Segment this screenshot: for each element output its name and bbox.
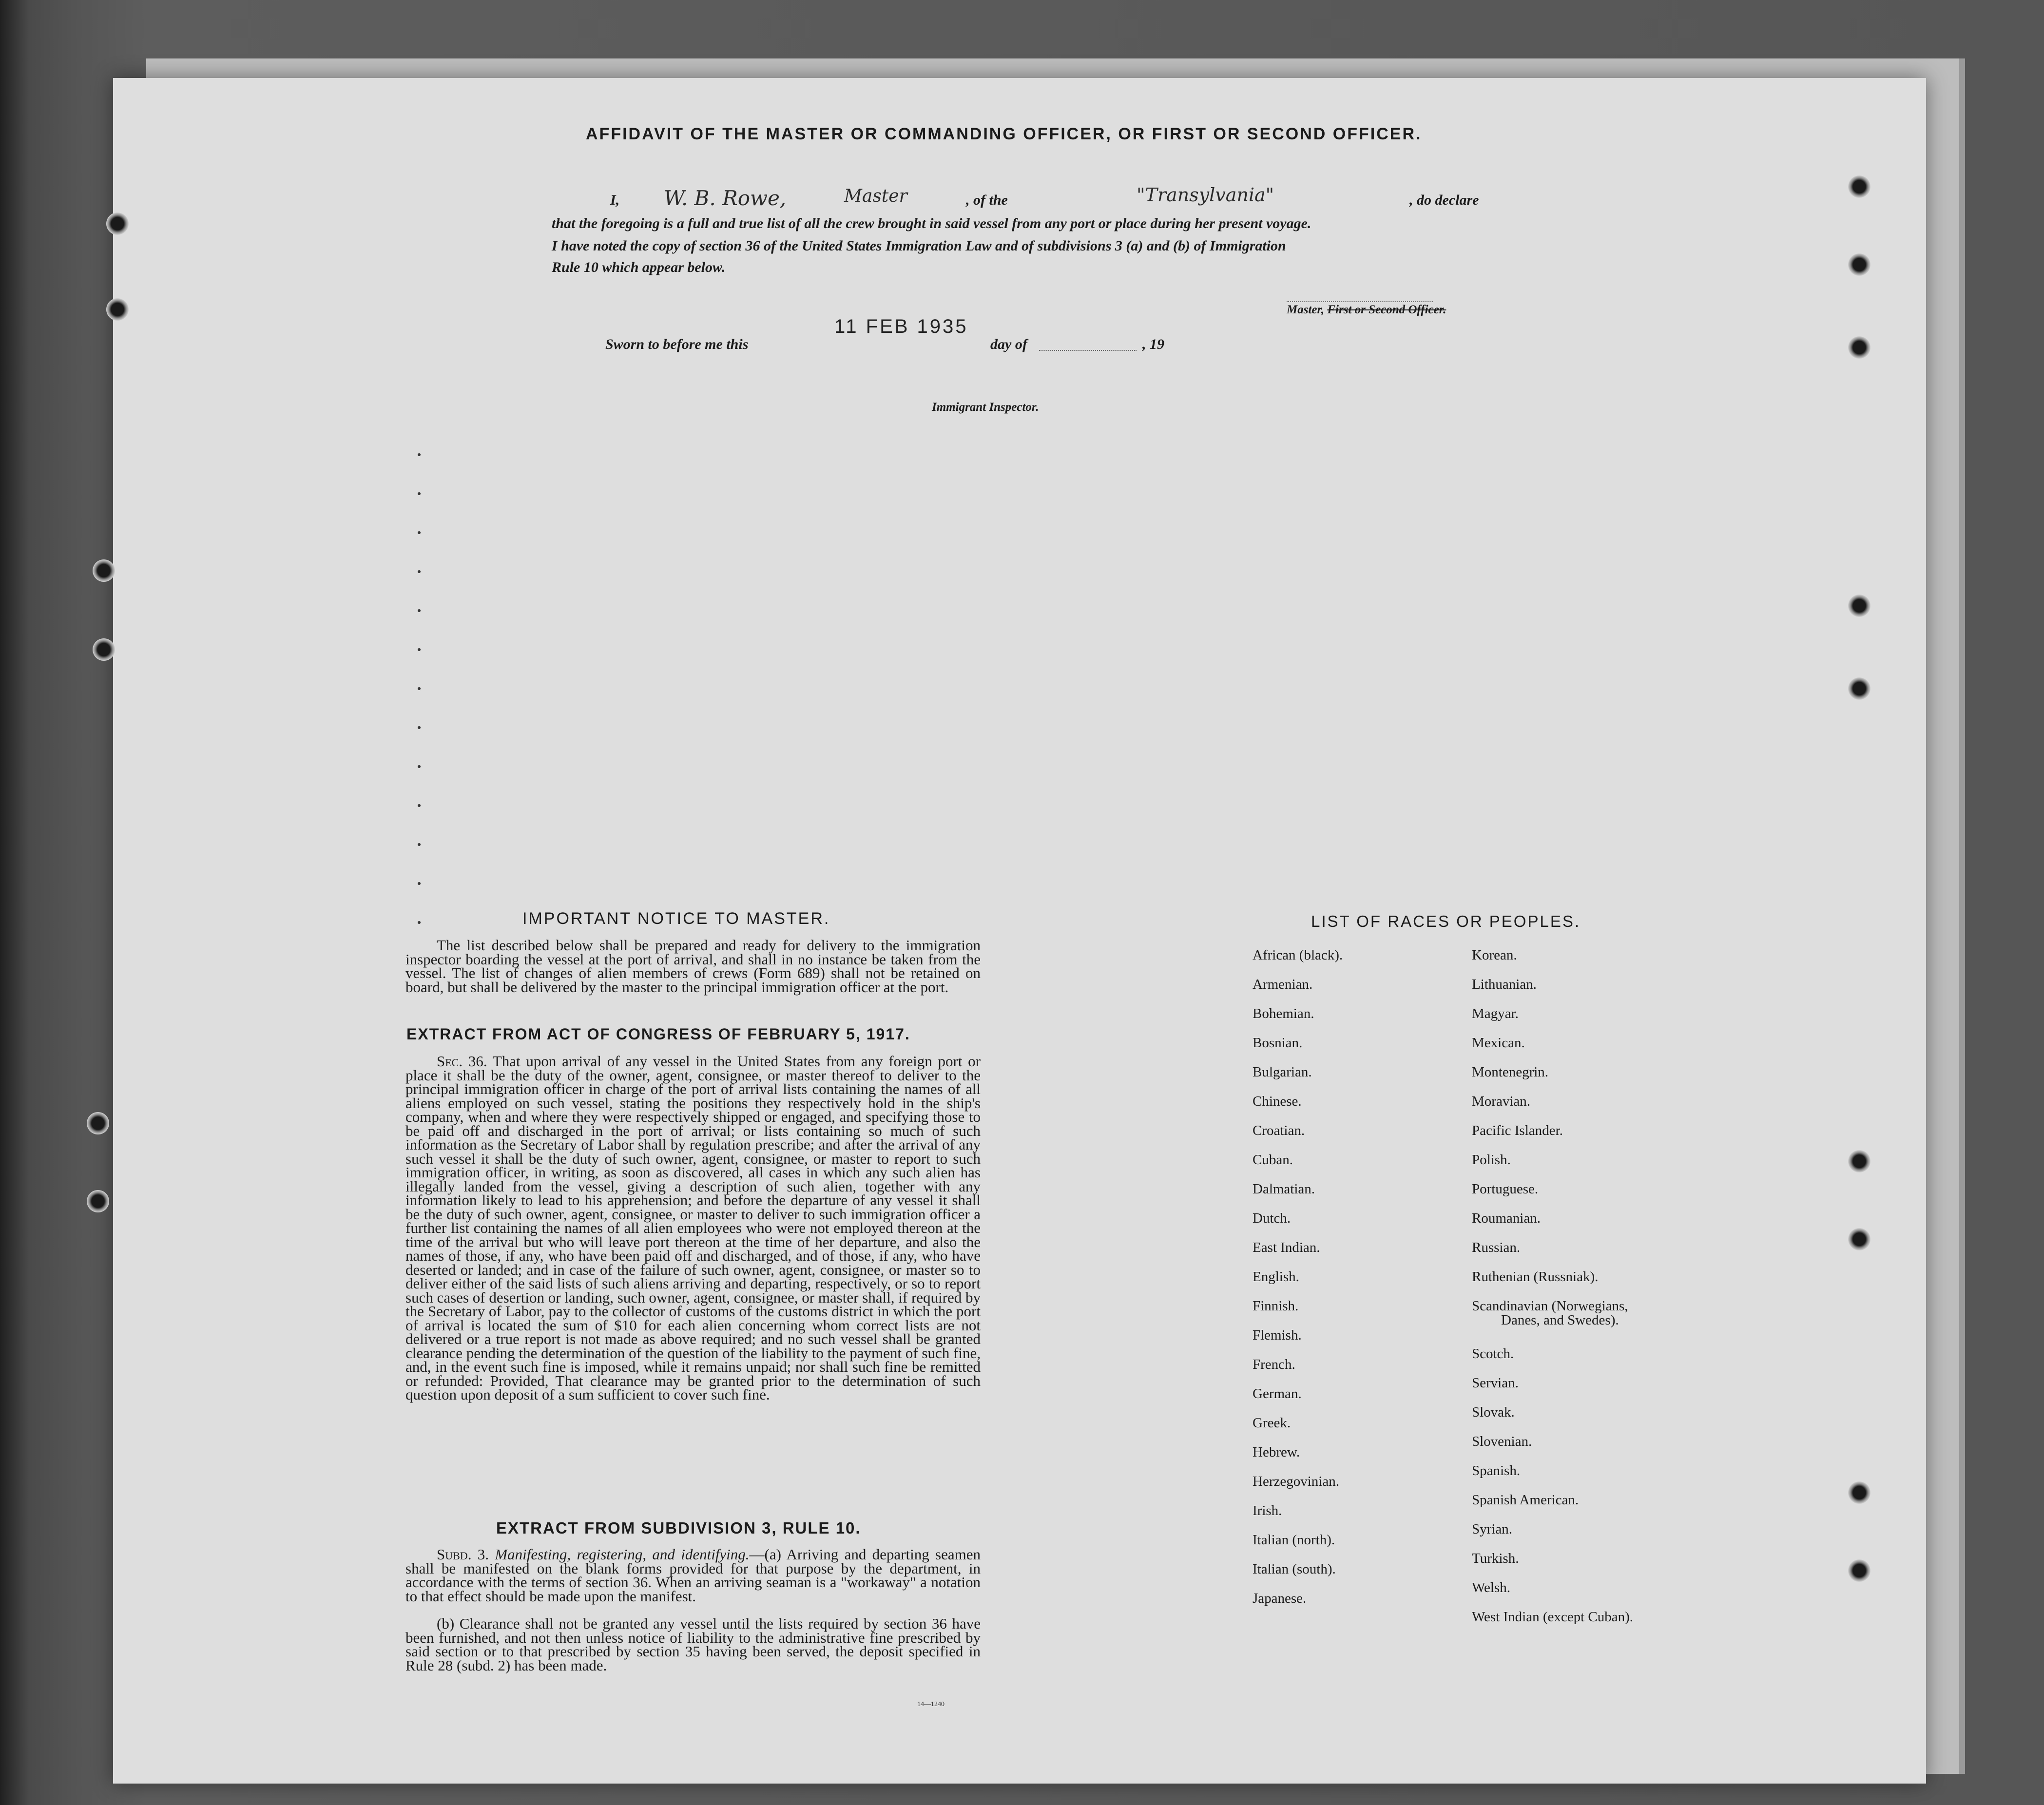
race-item: Japanese.: [1253, 1591, 1307, 1606]
race-item: Syrian.: [1472, 1521, 1512, 1537]
race-item: Scandinavian (Norwegians,: [1472, 1298, 1628, 1314]
affidavit-line-3: I have noted the copy of section 36 of the United States Immigration Law and of subdivisions 3 (a) and (b) of Immigration: [552, 238, 1286, 254]
rank-handwritten: Master: [844, 186, 907, 206]
race-item: French.: [1253, 1357, 1295, 1372]
extract-act-text: [405, 1055, 981, 1402]
race-item: Polish.: [1472, 1152, 1511, 1168]
race-item: Spanish American.: [1472, 1492, 1579, 1508]
extract-rule-text-b: (b) Clearance shall not be granted any vessel until the lists required by section 36 have been furnished, and not then unless notice of liability to the administrative fine prescribed by said section or to that prescribed by section 35 having been served, the deposit specified in Rule 28 (subd. 2) has been made.: [405, 1615, 981, 1674]
section-36-text: That upon arrival of any vessel in the United States from any foreign port or place it shall be the duty of the owner, agent, consignee, or master thereof to deliver to the principal immigration officer in charge of the port of arrival lists containing the names of all aliens employed on such vessel, stating the positions they respectively hold in the ship's company, when and where they were respectively shipped or engaged, and specifying those to be paid off and discharged in the port of arrival; or lists containing so much of such information as the Secretary of Labor shall by regulation prescribe; and after the arrival of any such vessel it shall be the duty of such owner, agent, consignee, or master to report to such immigration officer, in writing, as soon as discovered, all cases in which any such alien has illegally landed from the vessel, giving a description of such alien, together with any information likely to lead to his apprehension; and before the departure of any vessel it shall be the duty of such owner, agent, consignee, or master to deliver to such immigration officer a further list containing the names of all alien employees who were not employed thereon at the time of the arrival but who will leave port thereon at the time of her departure, and also the names of those, if any, who have been paid off and discharged, and of those, if any, who have deserted or landed; and in case of the failure of such owner, agent, consignee, or master so to deliver either of the said lists of such aliens arriving and departing, respectively, or so to report such cases of desertion or landing, such owner, agent, consignee, or master shall, if required by the Secretary of Labor, pay to the collector of customs of the customs district in which the port of arrival is located the sum of $10 for each alien concerning whom correct lists are not delivered or a true report is not made as above required; and no such vessel shall be granted clearance pending the determination of the question of the liability to the payment of such fine, and, in the event such fine is imposed, while it remains unpaid; nor shall such fine be remitted or refunded: Provided, That clearance may be granted prior to the determination of such question upon deposit of a sum sufficient to cover such fine.: [405, 1053, 981, 1403]
race-item: Cuban.: [1253, 1152, 1293, 1168]
race-item: Greek.: [1253, 1415, 1291, 1431]
race-item: English.: [1253, 1269, 1299, 1285]
notice-text: The list described below shall be prepared and ready for delivery to the immigration inspector boarding the vessel at the port of arrival, and shall in no instance be taken from the vessel. The list of changes of alien members of crews (Form 689) shall not be retained on board, but shall be delivered by the master to the principal immigration officer at the port.: [405, 937, 981, 996]
punch-hole: [1848, 677, 1870, 700]
race-item: Danes, and Swedes).: [1501, 1312, 1619, 1328]
page-mark: [418, 687, 421, 690]
races-column-2: [1472, 941, 1633, 1632]
vessel-name-handwritten: "Transylvania": [1137, 184, 1274, 206]
extract-act-heading: EXTRACT FROM ACT OF CONGRESS OF FEBRUARY 5, 1917.: [406, 1025, 910, 1043]
of-the-label: , of the: [966, 192, 1008, 208]
race-item: Finnish.: [1253, 1298, 1299, 1314]
page-mark: [418, 609, 421, 612]
races-column-1: [1253, 941, 1343, 1613]
punch-hole: [1848, 336, 1870, 359]
punch-hole: [1848, 595, 1870, 617]
race-item: Bulgarian.: [1253, 1064, 1312, 1080]
punch-hole: [1848, 1481, 1870, 1504]
race-item: Welsh.: [1472, 1580, 1511, 1595]
race-item: Chinese.: [1253, 1094, 1302, 1109]
do-declare-label: , do declare: [1409, 192, 1479, 208]
page-mark: [418, 531, 421, 534]
race-item: Slovenian.: [1472, 1434, 1532, 1449]
race-item: East Indian.: [1253, 1240, 1320, 1255]
notice-heading: IMPORTANT NOTICE TO MASTER.: [522, 909, 830, 928]
race-item: Italian (north).: [1253, 1532, 1335, 1548]
master-signature-caption: [1287, 303, 1446, 317]
caption-first-second-officer: First or Second Officer.: [1327, 303, 1446, 316]
day-of-label: day of: [990, 336, 1027, 352]
subdivision-title: Manifesting, registering, and identifying.: [495, 1546, 750, 1563]
race-item: Montenegrin.: [1472, 1064, 1549, 1080]
race-item: Pacific Islander.: [1472, 1123, 1563, 1138]
punch-hole: [1848, 253, 1870, 276]
page-mark: [418, 765, 421, 768]
binder-hole: [106, 212, 129, 235]
race-item: Slovak.: [1472, 1404, 1515, 1420]
punch-hole: [1848, 1150, 1870, 1172]
affidavit-title: AFFIDAVIT OF THE MASTER OR COMMANDING OFFICER, OR FIRST OR SECOND OFFICER.: [586, 125, 1422, 143]
race-item: Scotch.: [1472, 1346, 1514, 1362]
page-mark: [418, 492, 421, 495]
race-item: West Indian (except Cuban).: [1472, 1609, 1634, 1625]
binder-hole: [87, 1112, 109, 1134]
affidavit-line-2: that the foregoing is a full and true list of all the crew brought in said vessel from any port or place during her present voyage.: [552, 215, 1311, 231]
race-item: Dutch.: [1253, 1210, 1291, 1226]
page-mark: [418, 882, 421, 885]
inspector-caption: Immigrant Inspector.: [932, 401, 1039, 414]
punch-hole: [1848, 1559, 1870, 1582]
race-item: Irish.: [1253, 1503, 1282, 1518]
race-item: Roumanian.: [1472, 1210, 1541, 1226]
race-item: Bohemian.: [1253, 1006, 1314, 1021]
race-item: Armenian.: [1253, 977, 1313, 992]
race-item: Moravian.: [1472, 1094, 1530, 1109]
punch-hole: [1848, 1228, 1870, 1250]
page-mark: [418, 804, 421, 807]
extract-rule-text-a: [405, 1548, 981, 1603]
punch-hole: [1848, 175, 1870, 198]
race-item: Portuguese.: [1472, 1181, 1539, 1197]
caption-master: Master,: [1287, 303, 1325, 316]
race-item: Dalmatian.: [1253, 1181, 1315, 1197]
race-item: Ruthenian (Russniak).: [1472, 1269, 1599, 1285]
race-item: Herzegovinian.: [1253, 1474, 1339, 1489]
races-heading: LIST OF RACES OR PEOPLES.: [1311, 912, 1581, 930]
race-item: Flemish.: [1253, 1327, 1302, 1343]
race-item: Turkish.: [1472, 1551, 1519, 1566]
page-mark: [418, 843, 421, 846]
race-item: Servian.: [1472, 1375, 1519, 1391]
race-item: Mexican.: [1472, 1035, 1525, 1051]
affidavit-i: I,: [610, 192, 620, 208]
race-item: Lithuanian.: [1472, 977, 1537, 992]
page-mark: [418, 921, 421, 924]
form-number: 14—1240: [917, 1701, 945, 1708]
page-mark: [418, 570, 421, 573]
race-item: African (black).: [1253, 947, 1343, 963]
race-item: Russian.: [1472, 1240, 1521, 1255]
page-mark: [418, 726, 421, 729]
date-line: [1039, 350, 1137, 351]
sworn-label: Sworn to before me this: [605, 336, 749, 352]
section-label: Sec. 36.: [437, 1053, 487, 1070]
race-item: Spanish.: [1472, 1463, 1521, 1479]
page-mark: [418, 453, 421, 456]
signature-line: [1287, 301, 1433, 302]
race-item: Magyar.: [1472, 1006, 1519, 1021]
binder-hole: [93, 559, 115, 582]
year-prefix: , 19: [1142, 336, 1164, 352]
binder-hole: [106, 298, 129, 321]
race-item: Hebrew.: [1253, 1444, 1300, 1460]
binder-hole: [93, 638, 115, 661]
page-mark: [418, 648, 421, 651]
subdivision-a-text: —(a) Arriving and departing seamen shall be manifested on the blank forms provided for that purpose by the department, in accordance with the terms of section 36. When an arriving seaman is a "workaway" a notation to that effect should be made upon the manifest.: [405, 1546, 981, 1605]
binder-hole: [87, 1190, 109, 1212]
date-stamp: 11 FEB 1935: [834, 316, 968, 337]
subdivision-label: Subd. 3.: [437, 1546, 489, 1563]
master-name-handwritten: W. B. Rowe,: [664, 186, 787, 210]
race-item: Bosnian.: [1253, 1035, 1303, 1051]
race-item: Croatian.: [1253, 1123, 1305, 1138]
race-item: Korean.: [1472, 947, 1517, 963]
affidavit-line-4: Rule 10 which appear below.: [552, 259, 726, 275]
document-page: [113, 78, 1926, 1784]
extract-rule-heading: EXTRACT FROM SUBDIVISION 3, RULE 10.: [496, 1519, 861, 1537]
race-item: Italian (south).: [1253, 1561, 1336, 1577]
race-item: German.: [1253, 1386, 1302, 1402]
